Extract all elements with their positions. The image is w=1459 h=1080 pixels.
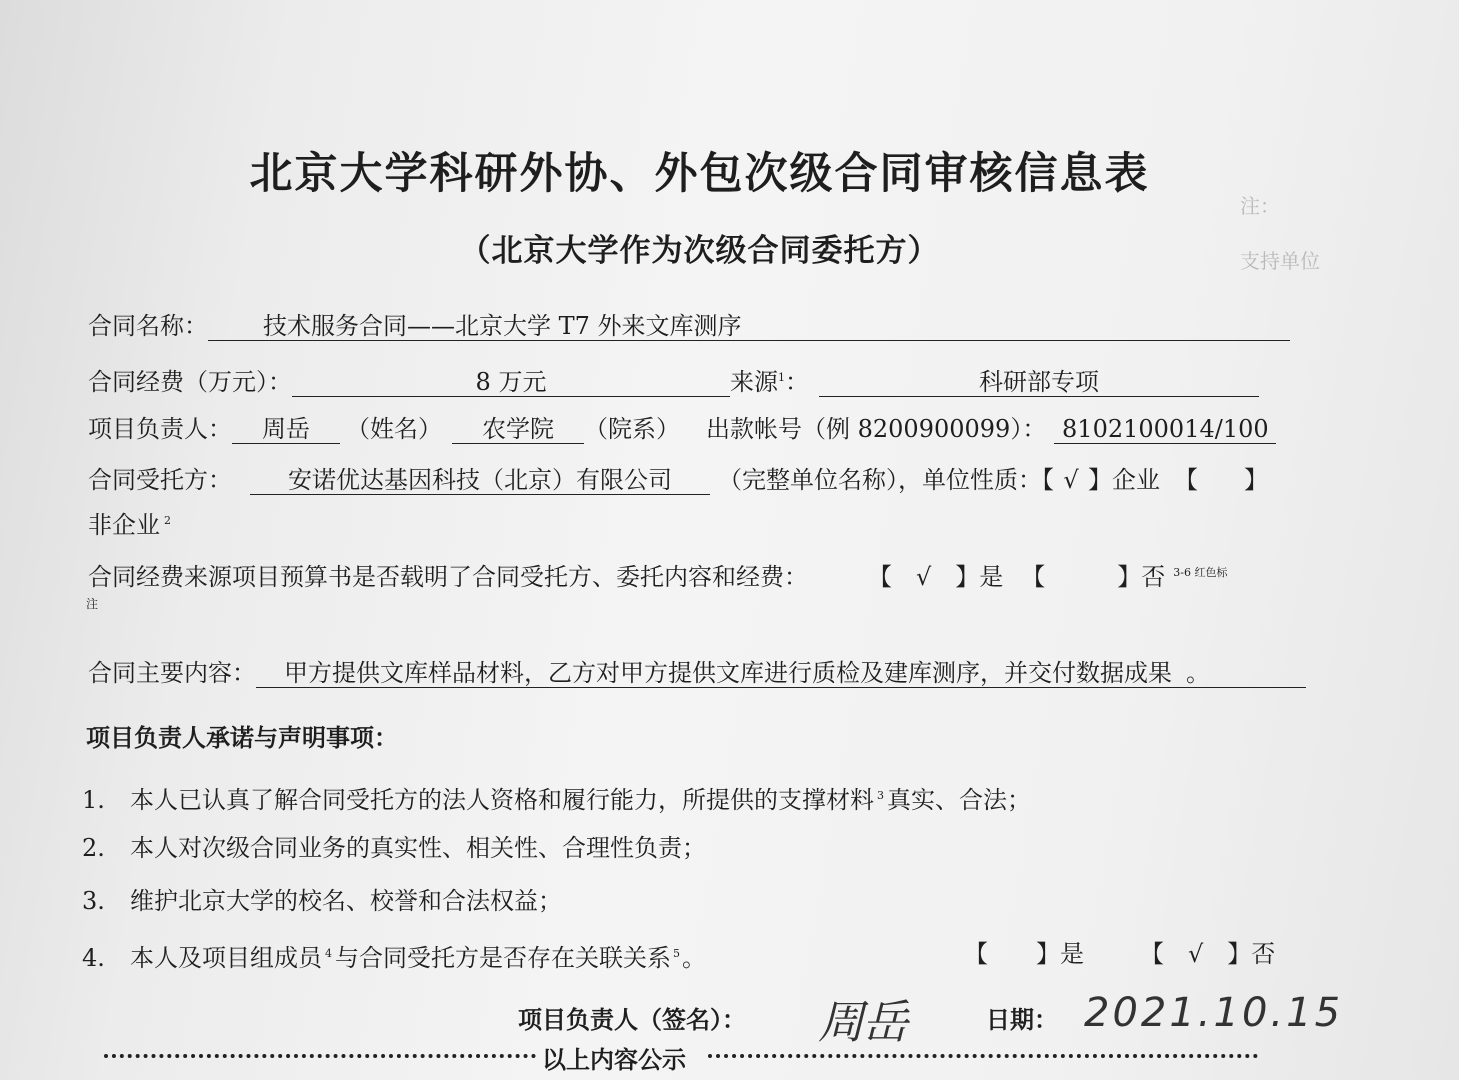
contract-name-field[interactable] bbox=[208, 312, 1290, 341]
non-enterprise-checkbox-close: 】 bbox=[1244, 466, 1268, 494]
commitment-item bbox=[82, 832, 706, 864]
commitment-item bbox=[82, 780, 1031, 816]
fee-field[interactable] bbox=[292, 368, 730, 397]
commitments-heading: 项目负责人承诺与声明事项： bbox=[86, 724, 398, 752]
budget-yes-checkbox[interactable]: 【 √ 】是 bbox=[880, 563, 1004, 591]
item-text-end: 。 bbox=[682, 944, 706, 972]
content-label: 合同主要内容： bbox=[88, 659, 256, 687]
enterprise-label: 】企业 bbox=[1088, 466, 1160, 494]
non-enterprise-row bbox=[88, 505, 171, 541]
item-number: 2. bbox=[82, 834, 105, 862]
item-number: 3. bbox=[82, 887, 105, 915]
commitment-item bbox=[82, 885, 562, 917]
item-footnote: 4 bbox=[325, 947, 332, 960]
content-value: 甲方提供文库样品材料，乙方对甲方提供文库进行质检及建库测序，并交付数据成果 bbox=[284, 659, 1172, 687]
trustee-row bbox=[88, 464, 1268, 496]
source-colon: ： bbox=[785, 368, 809, 396]
related-no-checkbox[interactable]: 【 √ 】否 bbox=[1140, 940, 1276, 968]
signature-handwritten: 周岳 bbox=[818, 995, 906, 1049]
content-field[interactable] bbox=[256, 659, 1306, 688]
non-enterprise-checkbox-open[interactable]: 【 bbox=[1174, 466, 1198, 494]
item-footnote: 3 bbox=[877, 789, 884, 802]
trustee-label: 合同受托方： bbox=[88, 466, 232, 494]
trustee-hint: （完整单位名称），单位性质：【 bbox=[718, 466, 1054, 494]
item-footnote-2: 5 bbox=[673, 947, 680, 960]
item-text-cont: 真实、合法； bbox=[887, 786, 1031, 814]
page-title: 北京大学科研外协、外包次级合同审核信息表 bbox=[249, 149, 1150, 199]
bleed-through-text: 注： bbox=[1240, 194, 1280, 218]
leader-row bbox=[88, 413, 1276, 445]
enterprise-checkbox[interactable]: √ bbox=[1063, 466, 1079, 494]
fee-value: 8 万元 bbox=[475, 368, 547, 396]
dept-hint: （院系） bbox=[584, 415, 680, 443]
name-hint: （姓名） bbox=[346, 415, 442, 443]
source-footnote: 1 bbox=[778, 371, 785, 384]
budget-row bbox=[88, 557, 1228, 593]
date-handwritten: 2021.10.15 bbox=[1084, 990, 1344, 1036]
dept-field[interactable] bbox=[452, 415, 584, 444]
trustee-field[interactable] bbox=[250, 466, 710, 495]
commitment-item bbox=[82, 938, 706, 974]
non-enterprise-footnote: 2 bbox=[164, 514, 171, 527]
budget-no-checkbox[interactable]: 【 】否 bbox=[1021, 563, 1166, 591]
account-value: 8102100014/100 bbox=[1062, 415, 1269, 443]
public-notice: 以上内容公示 bbox=[542, 1046, 686, 1074]
content-end: 。 bbox=[1186, 659, 1210, 687]
budget-note: 注 bbox=[86, 597, 99, 611]
date-label: 日期： bbox=[986, 1006, 1058, 1034]
signature-label: 项目负责人（签名）： bbox=[518, 1006, 746, 1034]
dept-value: 农学院 bbox=[482, 415, 554, 443]
item-text: 本人对次级合同业务的真实性、相关性、合理性负责； bbox=[130, 834, 706, 862]
page-subtitle: （北京大学作为次级合同委托方） bbox=[459, 233, 940, 269]
source-value: 科研部专项 bbox=[979, 368, 1099, 396]
budget-footnote: 3-6 红色标 bbox=[1173, 566, 1228, 579]
dotted-divider-right bbox=[708, 1054, 1258, 1058]
source-label: 来源 bbox=[730, 368, 778, 396]
account-label: 出款帐号（例 8200900099）： bbox=[706, 415, 1047, 443]
contract-name-label: 合同名称： bbox=[88, 312, 208, 340]
account-field[interactable] bbox=[1054, 415, 1276, 444]
contract-name-value: 技术服务合同——北京大学 T7 外来文库测序 bbox=[263, 312, 742, 340]
item-text: 维护北京大学的校名、校誉和合法权益； bbox=[130, 887, 562, 915]
leader-field[interactable] bbox=[232, 415, 340, 444]
budget-question: 合同经费来源项目预算书是否载明了合同受托方、委托内容和经费： bbox=[88, 563, 808, 591]
fee-row bbox=[88, 362, 1259, 398]
contract-name-row bbox=[88, 310, 1290, 342]
related-yes-checkbox[interactable]: 【 】是 bbox=[964, 940, 1084, 968]
item-text: 本人及项目组成员 bbox=[130, 944, 322, 972]
leader-label: 项目负责人： bbox=[88, 415, 232, 443]
trustee-value: 安诺优达基因科技（北京）有限公司 bbox=[288, 466, 672, 494]
item-text-cont: 与合同受托方是否存在关联关系 bbox=[335, 944, 671, 972]
dotted-divider-left bbox=[104, 1054, 536, 1058]
item-number: 4. bbox=[82, 944, 105, 972]
fee-label: 合同经费（万元）： bbox=[88, 368, 292, 396]
source-field[interactable] bbox=[819, 368, 1259, 397]
item-number: 1. bbox=[82, 786, 105, 814]
content-row bbox=[88, 657, 1306, 689]
item-text: 本人已认真了解合同受托方的法人资格和履行能力，所提供的支撑材料 bbox=[130, 786, 874, 814]
bleed-through-text: 支持单位 bbox=[1240, 249, 1320, 273]
non-enterprise-label: 非企业 bbox=[88, 511, 160, 539]
leader-value: 周岳 bbox=[262, 415, 310, 443]
